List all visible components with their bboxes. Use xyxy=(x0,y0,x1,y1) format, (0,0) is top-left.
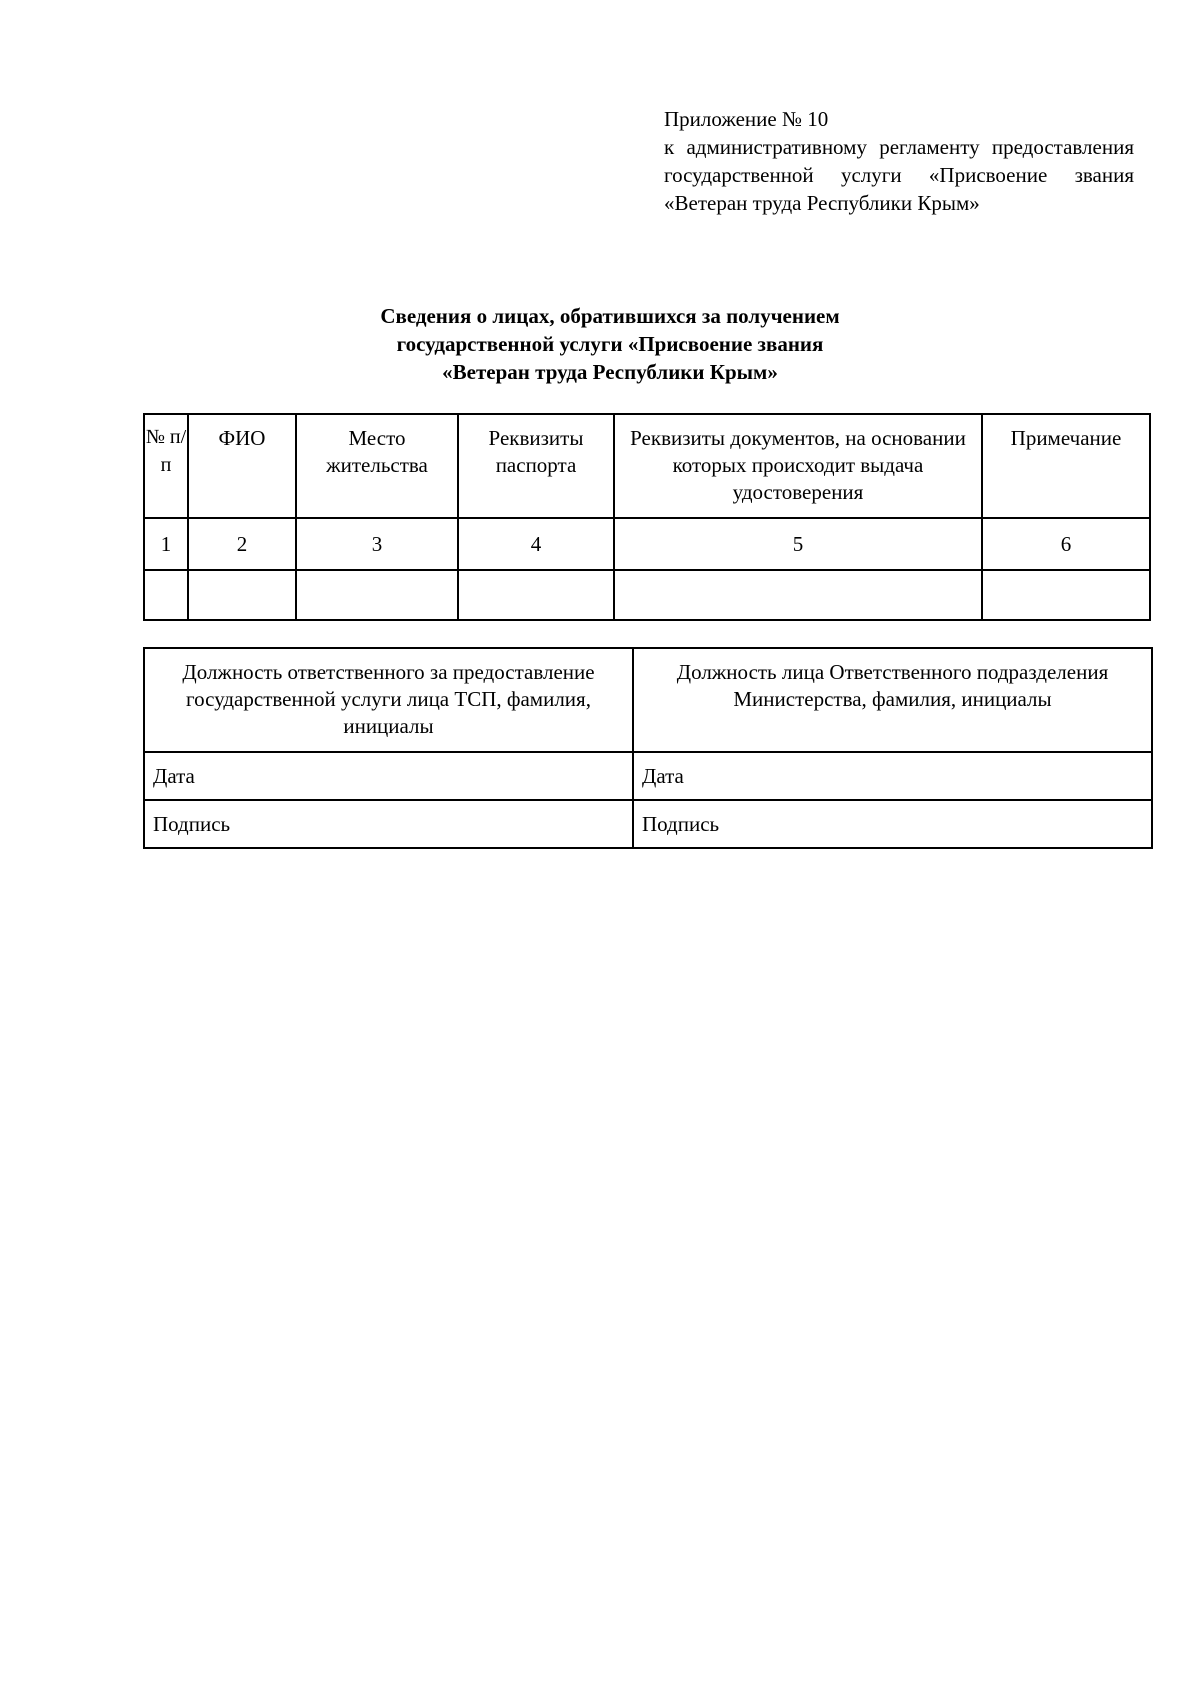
header-cell-fio: ФИО xyxy=(188,414,296,518)
empty-cell xyxy=(188,570,296,620)
column-number: 6 xyxy=(982,518,1150,570)
table-header-row xyxy=(144,414,1150,518)
date-label-right: Дата xyxy=(633,752,1152,800)
signature-label-left: Подпись xyxy=(144,800,633,848)
signature-row xyxy=(144,800,1152,848)
ministry-position: Должность лица Ответственного подразделения Министерства, фамилия, инициалы xyxy=(633,648,1152,752)
column-number: 5 xyxy=(614,518,982,570)
column-number: 2 xyxy=(188,518,296,570)
title-line-1: Сведения о лицах, обратившихся за получением xyxy=(380,304,840,328)
empty-cell xyxy=(296,570,458,620)
empty-cell xyxy=(614,570,982,620)
column-number: 1 xyxy=(144,518,188,570)
appendix-number: Приложение № 10 xyxy=(664,107,829,131)
header-cell-residence: Место жительства xyxy=(296,414,458,518)
signature-table xyxy=(143,647,1153,849)
empty-cell xyxy=(982,570,1150,620)
column-number: 4 xyxy=(458,518,614,570)
title-line-2: государственной услуги «Присвоение звания xyxy=(396,332,824,356)
document-title xyxy=(250,302,970,386)
header-cell-number: № п/ п xyxy=(144,414,188,518)
date-label-left: Дата xyxy=(144,752,633,800)
header-cell-note: Примечание xyxy=(982,414,1150,518)
signature-header-row xyxy=(144,648,1152,752)
header-cell-documents: Реквизиты документов, на основании которых происходит выдача удостоверения xyxy=(614,414,982,518)
appendix-reference: к административному регламенту предоставления государственной услуги «Присвоение звания «Ветеран труда Республики Крым» xyxy=(664,135,1134,215)
applicants-table xyxy=(143,413,1151,621)
empty-cell xyxy=(144,570,188,620)
date-row xyxy=(144,752,1152,800)
appendix-block xyxy=(664,105,1134,217)
header-cell-passport: Реквизиты паспорта xyxy=(458,414,614,518)
signature-label-right: Подпись xyxy=(633,800,1152,848)
responsible-tsp-position: Должность ответственного за предоставление государственной услуги лица ТСП, фамилия, инициалы xyxy=(144,648,633,752)
empty-cell xyxy=(458,570,614,620)
table-row xyxy=(144,570,1150,620)
column-number: 3 xyxy=(296,518,458,570)
column-number-row xyxy=(144,518,1150,570)
title-line-3: «Ветеран труда Республики Крым» xyxy=(442,360,778,384)
